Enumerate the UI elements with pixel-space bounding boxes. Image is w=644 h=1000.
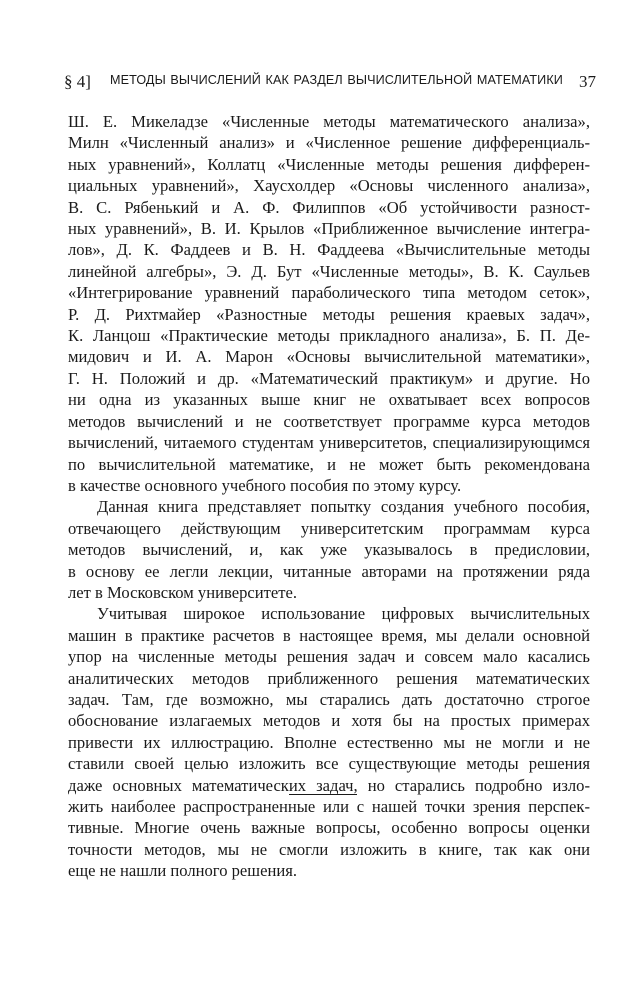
text-line: линейной алгебры», Э. Д. Бут «Численные методы», В. К. Саульев	[68, 261, 590, 281]
text-line: вычислений, читаемого студентам университетов, специализирующимся	[68, 433, 590, 453]
text-line: лов», Д. К. Фаддеев и В. Н. Фаддеева «Вычислительные методы	[68, 240, 590, 260]
body-text	[68, 111, 590, 882]
text-line: методов вычислений, и, как уже указывалось в предисловии,	[68, 540, 590, 560]
text-line: привести их иллюстрацию. Вполне естественно мы не могли и не	[68, 732, 590, 752]
text-line: в основу ее легли лекции, читанные авторами на протяжении ряда	[68, 561, 590, 581]
text-line: В. С. Рябенький и А. Ф. Филиппов «Об устойчивости разност-	[68, 197, 590, 217]
text-line: отвечающего действующим университетским программам курса	[68, 518, 590, 538]
text-line: еще не нашли полного решения.	[68, 861, 297, 881]
page-header	[64, 72, 596, 94]
text-line: циальных уравнений», Хаусхолдер «Основы численного анализа»,	[68, 176, 590, 196]
text-line: жить наиболее распространенные или с нашей точки зрения перспек-	[68, 797, 590, 816]
text-line: даже основных математических задач, но старались подробно изло-	[68, 775, 590, 795]
text-line: «Интегрирование уравнений параболического типа методом сеток»,	[68, 283, 590, 303]
text-line: Р. Д. Рихтмайер «Разностные методы решения краевых задач»,	[68, 304, 590, 324]
text-line: ных уравнений», В. И. Крылов «Приближенное вычисление интегра-	[68, 219, 590, 239]
paragraph	[68, 496, 590, 603]
text-line: ни одна из указанных выше книг не охватывает всех вопросов	[68, 390, 590, 410]
page-number: 37	[579, 72, 596, 91]
running-title: МЕТОДЫ ВЫЧИСЛЕНИЙ КАК РАЗДЕЛ ВЫЧИСЛИТЕЛЬНОЙ МАТЕМАТИКИ	[110, 73, 563, 87]
text-line: по вычислительной математике, и не может быть рекомендована	[68, 454, 590, 474]
text-line: мидович и И. А. Марон «Основы вычислительной математики»,	[68, 347, 590, 367]
section-number: § 4]	[64, 72, 91, 91]
text-line: ставили своей целью изложить все существующие методы решения	[68, 754, 590, 774]
text-line: точности методов, мы не смогли изложить в книге, так как они	[68, 839, 590, 859]
text-line: аналитических методов приближенного решения математических	[68, 668, 590, 688]
text-line: задач. Там, где возможно, мы старались дать достаточно строгое	[68, 689, 590, 709]
text-line: обоснование излагаемых методов и хотя бы на простых примерах	[68, 711, 590, 731]
text-line: Данная книга представляет попытку создания учебного пособия,	[97, 497, 590, 517]
text-line: тивные. Многие очень важные вопросы, особенно вопросы оценки	[68, 818, 590, 838]
text-line: в качестве основного учебного пособия по этому курсу.	[68, 475, 462, 495]
text-line: машин в практике расчетов в настоящее время, мы делали основной	[68, 625, 590, 645]
paragraph	[68, 111, 590, 496]
text-line: Ш. Е. Микеладзе «Численные методы математического анализа»,	[68, 112, 590, 131]
end-rule-divider	[289, 794, 357, 795]
text-line: Г. Н. Положий и др. «Математический практикум» и другие. Но	[68, 368, 590, 388]
paragraph	[68, 603, 590, 881]
text-line: лет в Московском университете.	[68, 582, 297, 602]
text-line: К. Ланцош «Практические методы прикладного анализа», Б. П. Де-	[68, 326, 590, 346]
text-line: методов вычислений и не соответствует программе курса методов	[68, 411, 590, 431]
text-line: Милн «Численный анализ» и «Численное решение дифференциаль-	[68, 133, 590, 153]
text-line: упор на численные методы решения задач и совсем мало касались	[68, 647, 590, 667]
text-line: ных уравнений», Коллатц «Численные методы решения дифферен-	[68, 154, 590, 174]
text-line: Учитывая широкое использование цифровых вычислительных	[97, 604, 590, 624]
